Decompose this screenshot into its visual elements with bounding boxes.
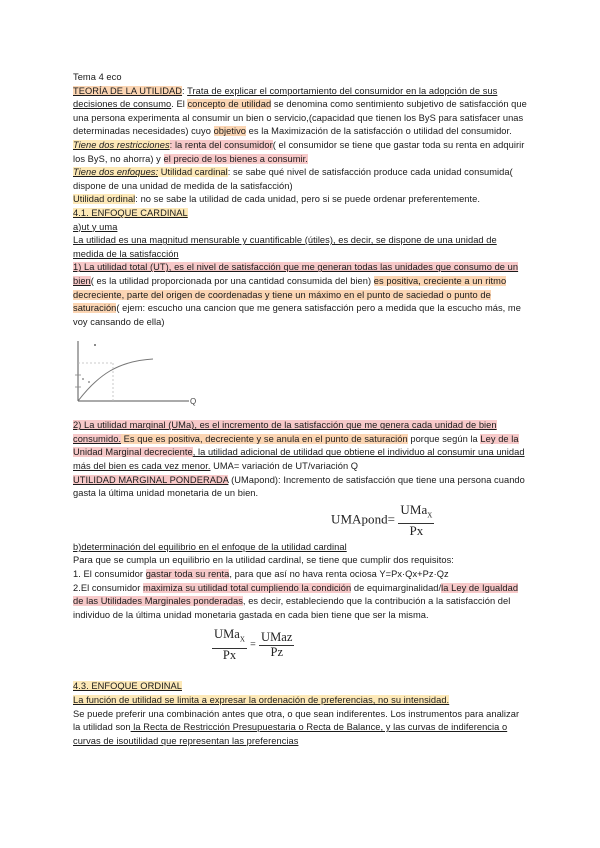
highlight-renta: : la renta del consumidor bbox=[169, 139, 273, 150]
text: ( es la utilidad proporcionada por una cantidad consumida del bien) bbox=[90, 275, 374, 286]
fraction-z bbox=[259, 631, 294, 659]
paragraph-ponderada bbox=[73, 474, 528, 501]
text: UMA= variación de UT/variación Q bbox=[210, 461, 359, 472]
highlight-uma-ponderada: UTILIDAD MARGINAL PONDERADA bbox=[73, 474, 229, 485]
highlight-uma: 2) La utilidad marginal (UMa), es el incremento de la satisfacción que me genera cada unidad de bien consumido. bbox=[73, 420, 497, 444]
paragraph-requisito-1 bbox=[73, 568, 528, 582]
formula-lhs: UMApond= bbox=[331, 511, 396, 527]
label-enfoques: Tiene dos enfoques: bbox=[73, 167, 159, 178]
highlight-maximiza: maximiza su utilidad total cumpliendo la condición bbox=[143, 582, 352, 593]
paragraph-requisitos bbox=[73, 554, 528, 568]
graph-axis-label: Q bbox=[190, 397, 197, 407]
paragraph-magnitud bbox=[73, 234, 528, 261]
fraction-numerator bbox=[212, 628, 247, 648]
fraction-denominator: Pz bbox=[270, 644, 284, 659]
subsection-a bbox=[73, 221, 528, 235]
text: se denomina como sentimiento subjetivo de satisfacción que una persona experimenta al consumir un bien o servicio,(capacidad que tienen los ByS para satisfacer unas determinadas necesidades) cuyo bbox=[73, 99, 527, 137]
text-underlined: Trata de explicar el comportamiento del consumidor en la adopción de sus decisiones de consumo bbox=[73, 85, 498, 110]
utility-graph-figure bbox=[73, 335, 528, 415]
equals-sign: = bbox=[250, 640, 256, 652]
highlight-concepto: concepto de utilidad bbox=[187, 99, 272, 110]
paragraph-ordinal bbox=[73, 193, 528, 207]
fraction-numerator: UMaz bbox=[261, 630, 293, 645]
highlight-ut-props: es positiva, creciente a un ritmo decreciente, parte del origen de coordenadas y tiene un máximo en el punto de saciedad o punto de saturación bbox=[73, 275, 507, 314]
highlight-ordinal: Utilidad ordinal bbox=[73, 194, 136, 205]
paragraph-restricciones bbox=[73, 139, 528, 166]
doc-topic bbox=[73, 71, 528, 85]
formula-umapond-expr bbox=[331, 503, 434, 538]
utility-graph bbox=[73, 335, 198, 413]
section-heading-4-1 bbox=[73, 207, 528, 221]
numerator-sub: X bbox=[239, 635, 245, 644]
text: porque según la bbox=[407, 433, 481, 444]
highlight-precio: el precio de los bienes a consumir. bbox=[163, 153, 308, 164]
fraction bbox=[398, 503, 434, 538]
text: 1. El consumidor bbox=[73, 569, 146, 580]
fraction-denominator: Px bbox=[409, 523, 424, 539]
paragraph-teoria bbox=[73, 85, 528, 139]
paragraph-enfoques bbox=[73, 166, 528, 193]
subsection-b bbox=[73, 541, 528, 555]
text: , para que así no hava renta ociosa Y=Px·Qx+Pz·Qz bbox=[229, 569, 449, 580]
text: Para que se cumpla un equilibrio en la utilidad cardinal, se tiene que cumplir dos requisitos: bbox=[73, 555, 454, 566]
paragraph-requisito-2 bbox=[73, 582, 528, 623]
paragraph-utilidad-total bbox=[73, 261, 528, 329]
heading-enfoque-ordinal: 4.3. ENFOQUE ORDINAL bbox=[73, 681, 182, 692]
highlight-ut: 1) La utilidad total (UT), es el nivel de satisfacción que me generan todas las unidades que consumo de un bien bbox=[73, 262, 519, 286]
text: , es decir, estableciendo que la contribución a la satisfacción del individuo de la última unidad monetaria gastada en cada bien tiene que ser la misma. bbox=[73, 596, 511, 620]
text: ( el consumidor se tiene que gastar toda su renta en adquirir los ByS, no ahorra) y bbox=[73, 139, 525, 164]
text: es la Maximización de la satisfacción o utilidad del consumidor. bbox=[246, 126, 512, 137]
document-page bbox=[73, 71, 528, 748]
subheading-equilibrio: b)determinación del equilibrio en el enfoque de la utilidad cardinal bbox=[73, 541, 347, 552]
numerator-sub: X bbox=[427, 511, 433, 520]
paragraph-funcion-utilidad bbox=[73, 694, 528, 708]
paragraph-utilidad-marginal bbox=[73, 419, 528, 473]
highlight-uma-props: Es que es positiva, decreciente y se anula en el punto de saturación bbox=[121, 433, 408, 444]
text: (UMapond): Incremento de satisfacción que tiene una persona cuando gasta la última unidad monetaria de un bien. bbox=[73, 474, 525, 499]
numerator-text: UMa bbox=[214, 627, 240, 642]
text: : se sabe qué nivel de satisfacción produce cada unidad consumida( dispone de una unidad de medida de la satisfacción) bbox=[73, 167, 513, 191]
subheading-ut-uma: a)ut y uma bbox=[73, 221, 118, 232]
formula-equimarginal-expr bbox=[212, 628, 294, 662]
text: ( ejem: escucho una cancion que me genera satisfacción pero a medida que la escucho más, me voy cansando de ella) bbox=[73, 303, 521, 327]
highlight-ley-igualdad: la Ley de Igualdad de las Utilidades Marginales ponderadas bbox=[73, 582, 519, 607]
highlight-ley: Ley de la Unidad Marginal decreciente bbox=[73, 433, 519, 458]
heading-enfoque-cardinal: 4.1. ENFOQUE CARDINAL bbox=[73, 207, 188, 218]
fraction-numerator bbox=[398, 503, 434, 524]
fraction-denominator: Px bbox=[222, 647, 237, 662]
numerator-text: UMa bbox=[400, 501, 428, 517]
label-restricciones: Tiene dos restricciones bbox=[73, 139, 170, 150]
highlight-objetivo: objetivo bbox=[213, 126, 247, 137]
text: 2.El consumidor bbox=[73, 582, 144, 593]
heading-teoria: TEORÍA DE LA UTILIDAD bbox=[73, 85, 183, 96]
text: . El bbox=[171, 99, 188, 110]
text-underlined: , la utilidad adicional de utilidad que obtiene el individuo al consumir una unidad más del bien es cada vez menor. bbox=[73, 447, 525, 472]
section-heading-4-3 bbox=[73, 680, 528, 694]
fraction-x bbox=[212, 628, 247, 662]
text-underlined: La utilidad es una magnitud mensurable y cuantificable (útiles), es decir, se dispone de una unidad de medida de la satisfacción bbox=[73, 235, 497, 259]
text: de equimarginalidad/ bbox=[351, 582, 442, 593]
formula-equimarginal bbox=[73, 622, 528, 680]
text: : no se sabe la utilidad de cada unidad, pero si se puede ordenar preferentemente. bbox=[135, 194, 480, 205]
highlight-funcion-utilidad: La función de utilidad se limita a expresar la ordenación de preferencias, no su intensidad. bbox=[73, 695, 450, 705]
highlight-renta-total: gastar toda su renta bbox=[145, 569, 230, 580]
text: : bbox=[182, 85, 188, 96]
topic-label: Tema 4 eco bbox=[73, 72, 122, 82]
highlight-cardinal: Utilidad cardinal bbox=[158, 167, 228, 178]
text-underlined: la Recta de Restricción Presupuestaria o Recta de Balance, y las curvas de indiferencia o curvas de isoutilidad que representan las preferencias bbox=[73, 722, 508, 746]
text: Se puede preferir una combinación antes que otra, o que sean indiferentes. Los instrumentos para analizar la utilidad son bbox=[73, 708, 520, 733]
paragraph-instrumentos bbox=[73, 708, 528, 749]
formula-umapond bbox=[73, 501, 528, 541]
